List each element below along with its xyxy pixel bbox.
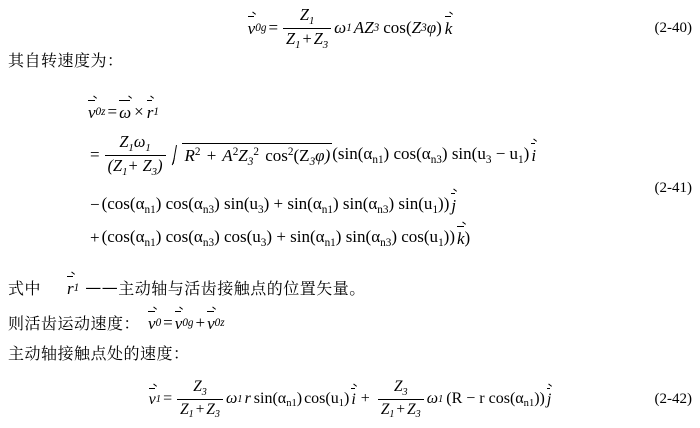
equation-2-41-line-3 [88, 194, 456, 216]
vector-v: v [148, 313, 156, 333]
Z-symbol: Z [238, 145, 248, 165]
sin-close: ) [296, 389, 303, 407]
close-parens: )) [438, 194, 450, 214]
equals-sign: = [268, 18, 279, 38]
phi-symbol: φ [426, 18, 437, 38]
sub-n3-b: n3 [377, 203, 389, 216]
denominator-Z3-sub: 3 [214, 409, 220, 421]
close-paren: ) [523, 144, 530, 164]
denominator-sub-1: 1 [122, 165, 128, 178]
denominator-plus-Z: + Z [127, 155, 152, 175]
fraction-Z1omega1-over-Z1plusZ3 [105, 133, 166, 178]
cos-function: cos [383, 18, 406, 38]
numerator-omega-sub: 1 [145, 141, 151, 154]
vector-v0g: v [174, 313, 183, 333]
equals-sign: = [163, 312, 173, 332]
vector-v1: v [148, 391, 156, 409]
denominator-Z3-sub: 3 [322, 38, 329, 51]
equation-2-40-expression: v 0g = $\frac{Z1}{Z1 + Z3}$ ω 1 A Z 3 cos ( Z 3 φ ) k [247, 5, 453, 51]
outer-close-paren: ) [464, 228, 471, 247]
subscript-1: 1 [155, 393, 162, 405]
cos-close: ) [344, 389, 350, 407]
sub-n3: n3 [202, 203, 215, 216]
equation-2-41-line-1 [88, 101, 159, 123]
where-description: 主动轴与活齿接触点的位置矢量。 [118, 279, 366, 298]
numerator-Z-sub: 1 [308, 14, 315, 27]
vector-j: j [451, 196, 457, 215]
denominator-Z3: Z [206, 400, 215, 418]
denominator-plus: + [396, 400, 406, 418]
vector-omega: ω [119, 103, 132, 122]
sub-n3-b: n3 [380, 236, 392, 249]
sub-3: 3 [260, 236, 267, 249]
numerator-Z: Z [193, 378, 202, 395]
numerator-omega: ω [133, 132, 146, 151]
equation-number-2-41: (2-41) [654, 180, 692, 196]
cos-arg-phi: φ) [315, 145, 331, 165]
R-exponent: 2 [194, 145, 201, 158]
vector-v0z: v [207, 313, 215, 333]
radius-r: r [244, 390, 251, 408]
fraction-numerator [391, 378, 411, 399]
Z-symbol: Z [364, 18, 374, 38]
amplitude-A: A [353, 18, 365, 38]
group-sub-n1: n1 [523, 398, 535, 410]
sin-open: sin(α [253, 389, 287, 407]
group-close: )) [534, 389, 545, 407]
denominator-Z3: Z [313, 28, 323, 48]
close-parens: )) [443, 227, 455, 247]
sub-n1-b: n1 [324, 236, 336, 249]
A-exponent: 2 [232, 145, 239, 158]
equation-number-2-40: (2-40) [654, 19, 692, 36]
Z-subscript: 3 [373, 22, 380, 35]
radical-sign [171, 143, 182, 168]
vector-k: k [444, 19, 453, 39]
sub-1: 1 [432, 203, 439, 216]
sin-u1: ) sin(u [388, 194, 433, 214]
subscript-0z: 0z [214, 316, 225, 329]
line-tooth-velocity [8, 311, 225, 334]
equation-2-41-line-4 [88, 227, 470, 249]
minus-sign: − [90, 195, 100, 214]
denominator-Z1-sub: 1 [389, 409, 395, 421]
cos-alpha-n1-open: (cos(α [101, 194, 145, 214]
omega-symbol: ω [334, 18, 347, 38]
sub-n1: n1 [144, 236, 156, 249]
equation-2-41-line-4-expression [88, 227, 470, 249]
Z-subscript: 3 [247, 155, 254, 168]
cos-u3: ) cos(u [214, 227, 261, 247]
denominator-plus: + [195, 400, 205, 418]
sin-sub-n1: n1 [286, 398, 297, 410]
sub-n1-b: n1 [321, 203, 333, 216]
sin-u3: ) sin(u [441, 144, 486, 164]
cos-alpha-n3: ) cos(α [383, 144, 431, 164]
sub-n1: n1 [372, 154, 384, 167]
plus-sign: + [360, 390, 370, 408]
equation-2-41-line-2-expression [88, 133, 536, 178]
omega-subscript: 1 [346, 22, 352, 35]
fraction-denominator [105, 155, 166, 178]
vector-i: i [351, 391, 356, 409]
term1-group [332, 144, 529, 166]
cos-function: cos [265, 145, 288, 165]
vector-i: i [531, 146, 537, 166]
amplitude-A: A [222, 145, 233, 165]
vector-k: k [457, 229, 465, 248]
subscript-1: 1 [153, 106, 159, 118]
cos-term [302, 390, 349, 410]
denominator-Z1-sub: 1 [295, 38, 301, 51]
denominator-Z1: Z [180, 400, 189, 418]
equation-2-42 [0, 378, 700, 421]
inline-equation-v0 [148, 312, 225, 334]
equals-sign: = [90, 145, 100, 165]
cos-open: cos(u [304, 389, 339, 407]
where-label: 式中 [8, 279, 42, 298]
sub-1: 1 [518, 154, 524, 167]
omega-symbol: ω [225, 390, 238, 408]
group-open: (R − r cos(α [446, 389, 524, 407]
omega-subscript: 1 [237, 393, 243, 405]
sub-3: 3 [485, 154, 492, 167]
line-drive-shaft-contact: 主动轴接触点处的速度： [8, 344, 190, 363]
denominator-Z3-sub: 3 [415, 409, 421, 421]
denominator-Z3: Z [407, 400, 416, 418]
cos-arg-sub: 3 [309, 155, 316, 168]
vector-r: r [146, 103, 154, 122]
sin-u3: ) sin(u [214, 194, 258, 214]
denominator-Z1-sub: 1 [188, 409, 194, 421]
equation-2-40 [0, 6, 700, 51]
sub-1: 1 [438, 236, 444, 249]
fraction-numerator [190, 378, 210, 399]
cos-alpha-n3: ) cos(α [155, 227, 203, 247]
sin-term [251, 390, 302, 410]
line-where [8, 276, 366, 299]
vector-r: r [67, 278, 74, 298]
cos-alpha-n3: ) cos(α [155, 194, 203, 214]
Z-exponent: 2 [253, 145, 259, 158]
sub-n1: n1 [144, 203, 156, 216]
denominator-plus: + [302, 28, 312, 48]
fraction-Z3-over-Z1plusZ3-second [378, 378, 424, 421]
subscript-0g: 0g [255, 22, 267, 35]
radius-R: R [184, 145, 195, 165]
sub-3: 3 [257, 203, 264, 216]
subscript-0: 0 [155, 316, 162, 329]
equation-2-41-line-1-expression [88, 101, 159, 123]
group-term [443, 390, 545, 410]
equals-sign: = [107, 102, 118, 121]
equation-number-2-42: (2-42) [654, 390, 692, 407]
sin-alpha-n3: ) sin(α [332, 194, 378, 214]
dash: —— [85, 278, 119, 297]
sub-n3: n3 [202, 236, 215, 249]
fraction-denominator [177, 399, 223, 421]
numerator-Z: Z [119, 132, 129, 151]
equation-2-41-line-3-expression [88, 194, 456, 216]
fraction-numerator [116, 133, 153, 155]
subscript-0z: 0z [95, 106, 106, 118]
cos-sub-1: 1 [338, 398, 344, 410]
term3-group [102, 227, 455, 249]
plus-sin-alpha-n1: ) + sin(α [266, 227, 325, 247]
omega-2-subscript: 1 [438, 393, 444, 405]
sin-alpha-n1-open: (sin(α [332, 144, 373, 164]
tooth-velocity-label: 则活齿运动速度： [8, 314, 141, 333]
fraction-Z3-over-Z1plusZ3-first [177, 378, 223, 421]
cos-arg-Z: Z [411, 18, 422, 38]
line-spin-speed-intro: 其自转速度为： [8, 51, 124, 70]
minus-u1: − u [491, 144, 519, 164]
plus-sign: + [195, 312, 206, 332]
numerator-sub: 3 [201, 386, 207, 398]
vector-v0g: v [247, 19, 256, 39]
cos-arg-open: (Z [293, 145, 310, 165]
denominator-Z1: Z [286, 28, 296, 48]
denominator-Z1: Z [380, 400, 390, 418]
subscript-1: 1 [73, 281, 80, 294]
numerator-sub: 3 [402, 386, 408, 398]
plus-sign: + [206, 145, 217, 165]
equals-sign: = [163, 390, 173, 408]
cos-alpha-n1-open: (cos(α [101, 227, 145, 247]
fraction-numerator [297, 6, 317, 28]
numerator-Z: Z [299, 5, 309, 24]
fraction-denominator [378, 399, 424, 421]
vector-v0z: v [88, 103, 96, 122]
fraction-Z1-over-Z1plusZ3 [283, 6, 331, 51]
cos-arg-Z-sub: 3 [421, 22, 427, 35]
plus-sin-alpha-n1: ) + sin(α [263, 194, 322, 214]
numerator-Z-sub: 1 [128, 141, 134, 154]
denominator-sub-3: 3 [151, 165, 158, 178]
numerator-Z: Z [393, 378, 403, 395]
sin-alpha-n3: ) sin(α [335, 227, 381, 247]
equation-2-42-expression [149, 378, 552, 421]
equation-2-41-line-2 [88, 133, 536, 178]
cos-exponent: 2 [287, 145, 294, 158]
term2-group [102, 194, 450, 216]
symbol-r1 [67, 277, 79, 299]
denominator-open-Z: (Z [107, 155, 123, 175]
cross-product-sign: × [134, 102, 144, 121]
sub-n3: n3 [430, 154, 442, 167]
plus-sign: + [90, 228, 100, 247]
fraction-denominator [283, 28, 331, 51]
subscript-0g: 0g [182, 316, 194, 329]
omega-symbol-2: ω [426, 390, 438, 408]
radicand [182, 143, 333, 168]
vector-j: j [546, 391, 552, 409]
denominator-close: ) [157, 155, 163, 175]
square-root [171, 143, 333, 168]
cos-u1: ) cos(u [391, 227, 439, 247]
